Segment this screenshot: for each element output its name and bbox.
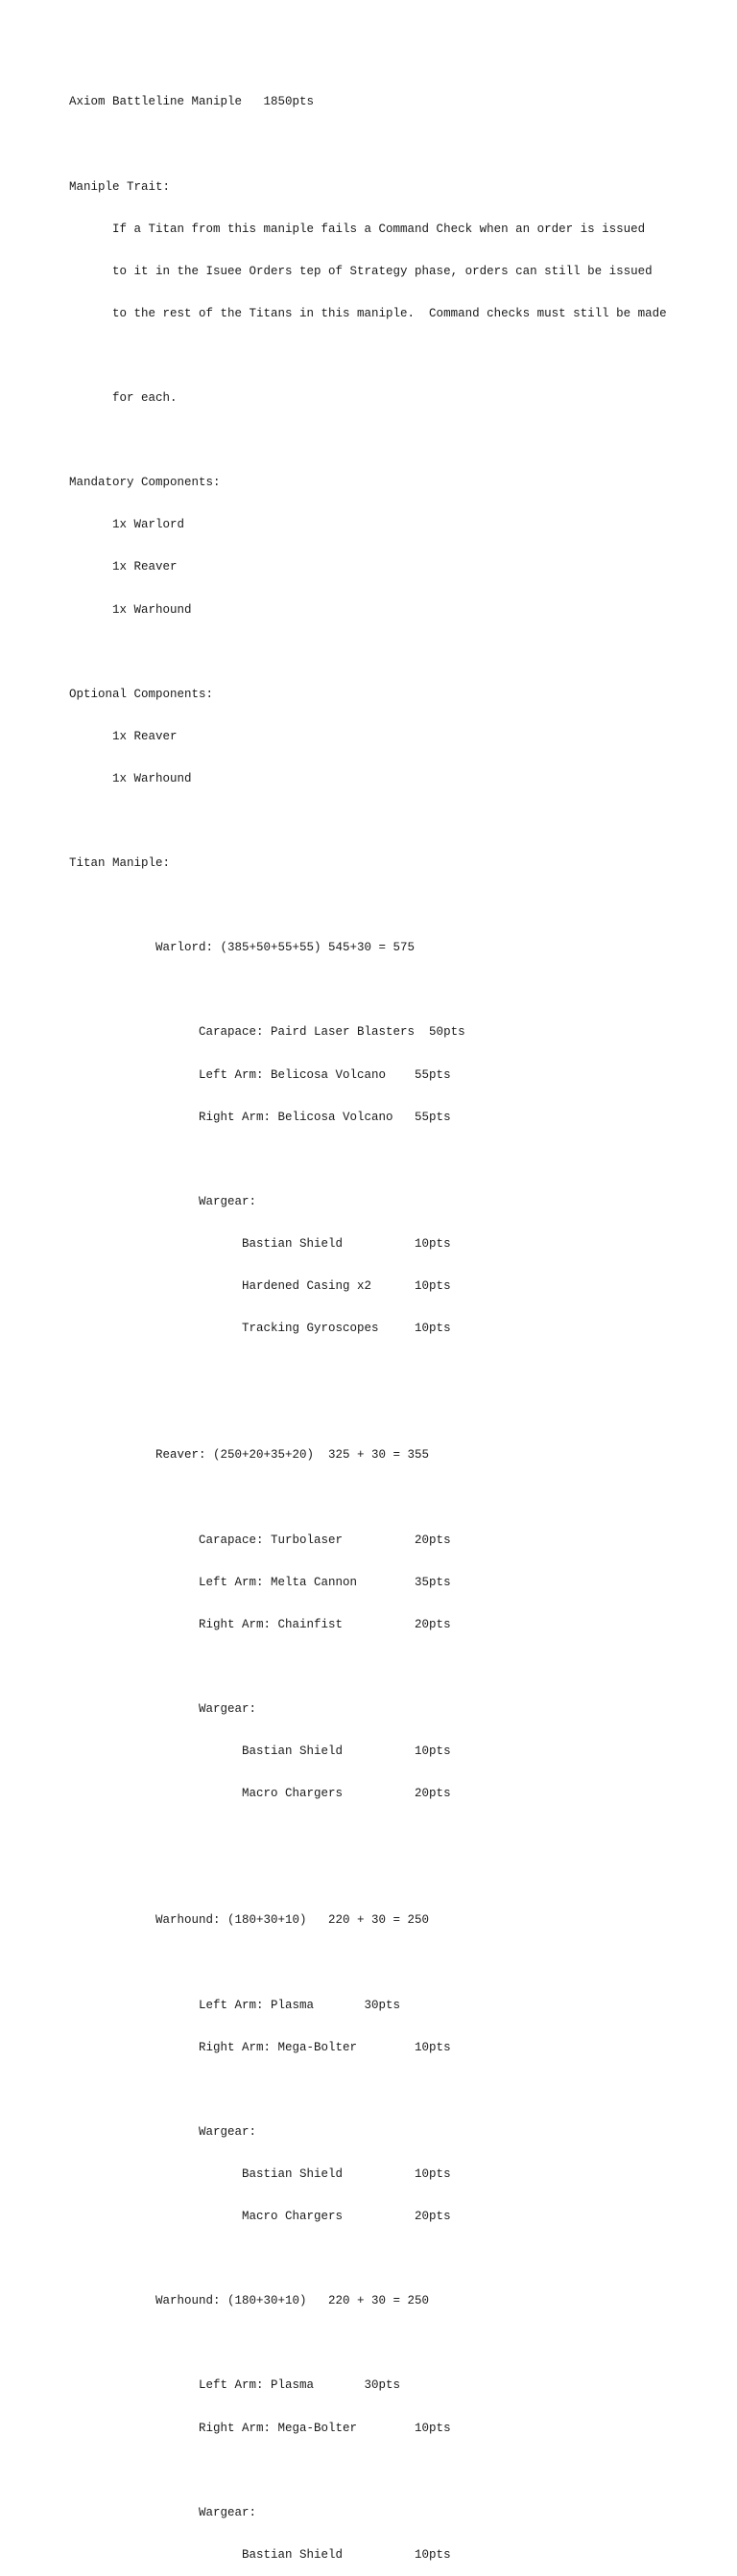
blank-line — [69, 1406, 667, 1420]
maniple-trait-heading: Maniple Trait: — [69, 179, 171, 194]
component-item: 1x Warlord — [69, 518, 185, 532]
optional-components-heading: Optional Components: — [69, 687, 214, 701]
blank-line — [69, 899, 667, 913]
wargear-item: Hardened Casing x2 10pts — [69, 1279, 451, 1294]
titan-maniple-heading: Titan Maniple: — [69, 856, 171, 871]
wargear-item: Bastian Shield 10pts — [69, 1236, 451, 1251]
blank-line — [69, 433, 667, 448]
maniple-trait-text: to the rest of the Titans in this maniple. Command checks must still be made — [69, 306, 667, 320]
wargear-item: Bastian Shield 10pts — [69, 1745, 451, 1759]
blank-line — [69, 2252, 667, 2266]
blank-line — [69, 2083, 667, 2097]
blank-line — [69, 814, 667, 829]
blank-line — [69, 983, 667, 997]
maniple-trait-text: If a Titan from this maniple fails a Command Check when an order is issued — [69, 222, 646, 236]
component-item: 1x Reaver — [69, 729, 178, 743]
weapon-line: Left Arm: Plasma 30pts — [69, 1998, 401, 2012]
blank-line — [69, 2336, 667, 2351]
wargear-item: Bastian Shield 10pts — [69, 2547, 451, 2562]
component-item: 1x Warhound — [69, 602, 192, 617]
wargear-item: Macro Chargers 20pts — [69, 2210, 451, 2224]
wargear-item: Macro Chargers 20pts — [69, 1787, 451, 1801]
wargear-heading: Wargear: — [69, 2505, 257, 2519]
component-item: 1x Warhound — [69, 771, 192, 785]
wargear-item: Tracking Gyroscopes 10pts — [69, 1322, 451, 1336]
mandatory-components-heading: Mandatory Components: — [69, 476, 221, 490]
weapon-line: Right Arm: Belicosa Volcano 55pts — [69, 1110, 451, 1124]
weapon-line: Right Arm: Mega-Bolter 10pts — [69, 2421, 451, 2435]
component-item: 1x Reaver — [69, 560, 178, 574]
blank-line — [69, 1871, 667, 1885]
blank-line — [69, 1153, 667, 1167]
document-text — [69, 67, 667, 2576]
weapon-line: Left Arm: Belicosa Volcano 55pts — [69, 1067, 451, 1082]
blank-line — [69, 645, 667, 660]
blank-line — [69, 1491, 667, 1506]
blank-line — [69, 2464, 667, 2478]
weapon-line: Carapace: Paird Laser Blasters 50pts — [69, 1025, 465, 1040]
weapon-line: Right Arm: Chainfist 20pts — [69, 1617, 451, 1631]
titan-header-warlord: Warlord: (385+50+55+55) 545+30 = 575 — [69, 941, 416, 955]
blank-line — [69, 1956, 667, 1971]
wargear-heading: Wargear: — [69, 2124, 257, 2139]
list-title: Axiom Battleline Maniple 1850pts — [69, 95, 315, 109]
weapon-line: Left Arm: Plasma 30pts — [69, 2378, 401, 2393]
weapon-line: Left Arm: Melta Cannon 35pts — [69, 1575, 451, 1589]
blank-line — [69, 1660, 667, 1674]
wargear-item: Bastian Shield 10pts — [69, 2167, 451, 2181]
maniple-trait-text: to it in the Isuee Orders tep of Strategy phase, orders can still be issued — [69, 264, 653, 278]
blank-line — [69, 349, 667, 363]
wargear-heading: Wargear: — [69, 1701, 257, 1716]
blank-line — [69, 1364, 667, 1378]
weapon-line: Right Arm: Mega-Bolter 10pts — [69, 2040, 451, 2054]
blank-line — [69, 1829, 667, 1843]
titan-header-reaver: Reaver: (250+20+35+20) 325 + 30 = 355 — [69, 1448, 430, 1463]
blank-line — [69, 138, 667, 152]
titan-header-warhound: Warhound: (180+30+10) 220 + 30 = 250 — [69, 1913, 430, 1928]
maniple-trait-text: for each. — [69, 391, 178, 406]
wargear-heading: Wargear: — [69, 1194, 257, 1208]
titan-header-warhound: Warhound: (180+30+10) 220 + 30 = 250 — [69, 2294, 430, 2308]
weapon-line: Carapace: Turbolaser 20pts — [69, 1533, 451, 1547]
